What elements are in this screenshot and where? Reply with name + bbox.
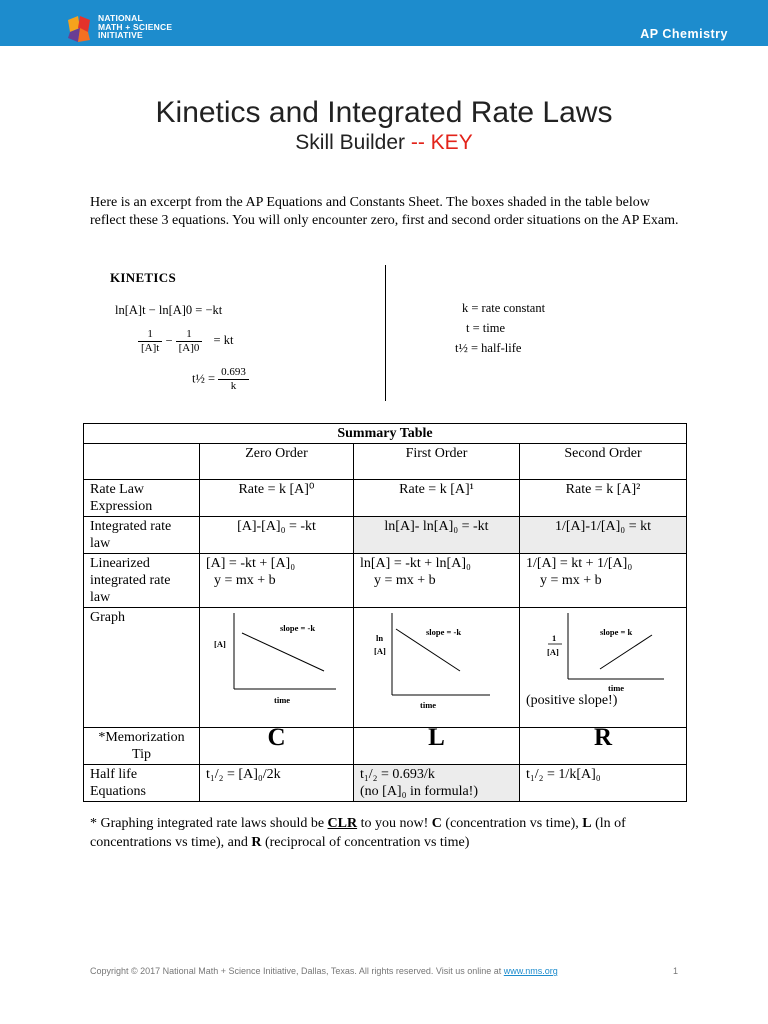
cell-rate-law-second: Rate = k [A]² [520, 480, 687, 517]
graph-second-line [600, 635, 652, 669]
half-life-first-line2: (no [A]₀ in formula!) [360, 784, 479, 799]
table-row [84, 517, 687, 554]
equation-first-order-text: ln[A]t − ln[A]0 = −kt [115, 303, 223, 317]
org-name [98, 14, 172, 40]
header-zero-order: Zero Order [200, 444, 354, 480]
fraction-1 [138, 328, 162, 355]
row-label-linearized: Linearized integrated rate law [84, 554, 200, 608]
linearized-zero-line1: [A] = -kt + [A]₀ [206, 556, 296, 571]
graph-first-y-label-2: [A] [373, 646, 386, 656]
footnote-l: L [582, 816, 592, 831]
table-row [84, 480, 687, 517]
equation-second-order-rhs: = kt [213, 333, 234, 348]
table-caption: Summary Table [84, 424, 687, 444]
graph-zero-slope: slope = -k [279, 623, 315, 633]
half-life-first-line1: t₁/₂ = 0.693/k [360, 767, 435, 782]
constant-k: k = rate constant [462, 301, 546, 315]
graph-zero-x-label: time [273, 695, 290, 705]
graph-second-order [538, 609, 668, 693]
footnote-text [90, 814, 710, 852]
divider-line [385, 265, 386, 401]
fraction-2-den: [A]0 [178, 342, 200, 354]
constant-t: t = time [466, 321, 505, 335]
minus-sign: − [165, 333, 173, 348]
row-label-rate-law: Rate Law Expression [84, 480, 200, 517]
table-header-row [84, 444, 687, 480]
cell-linearized-zero [200, 554, 354, 608]
fraction-1-den: [A]t [141, 342, 160, 354]
graph-first-slope: slope = -k [425, 627, 461, 637]
table-header-empty [84, 444, 200, 480]
footnote-r: R [251, 835, 262, 850]
fraction-2 [176, 328, 203, 355]
fraction-1-num: 1 [138, 328, 162, 342]
graph-second-x-label: time [608, 683, 625, 693]
fraction-2-num: 1 [176, 328, 203, 342]
half-life-den: k [230, 380, 237, 392]
linearized-first-line2: y = mx + b [374, 573, 436, 588]
cell-graph-second [520, 608, 687, 728]
half-life-fraction [218, 366, 249, 393]
cell-integrated-first: ln[A]- ln[A]₀ = -kt [354, 517, 520, 554]
footnote-star: * Graphing integrated rate laws should be [90, 816, 328, 831]
graph-zero-line [242, 633, 324, 671]
page-title: Kinetics and Integrated Rate Laws [155, 96, 613, 129]
org-line-2: MATH + SCIENCE [98, 21, 173, 32]
linearized-second-line1: 1/[A] = kt + 1/[A]₀ [526, 556, 633, 571]
constant-half-life: t½ = half-life [455, 341, 522, 355]
footnote-r-text: (reciprocal of concentration vs time) [261, 835, 470, 850]
intro-text: Here is an excerpt from the AP Equations and Constants Sheet. The boxes shaded in the table below reflect these 3 equations. You will only encounter zero, first and second order situations on the AP Exam. [90, 195, 679, 228]
copyright [90, 966, 558, 976]
cell-tip-zero: C [200, 728, 354, 765]
page-number: 1 [673, 966, 679, 976]
footnote [90, 814, 710, 852]
half-life-num: 0.693 [218, 366, 249, 380]
org-line-1: NATIONAL [98, 13, 143, 23]
header-bar [0, 0, 768, 46]
nms-logo-icon [66, 14, 92, 44]
equation-first-order [115, 303, 222, 318]
cell-rate-law-first: Rate = k [A]¹ [354, 480, 520, 517]
linearized-second-line2: y = mx + b [540, 573, 602, 588]
equation-half-life [192, 366, 249, 393]
table-row [84, 765, 687, 802]
footnote-l-text: (ln of concentrations vs time), and [90, 816, 626, 850]
graph-first-y-label-1: ln [375, 633, 383, 643]
half-life-lhs: t½ = [192, 371, 216, 386]
kinetics-heading: KINETICS [110, 270, 176, 285]
graph-first-x-label: time [419, 700, 436, 709]
copyright-link[interactable]: www.nms.org [503, 966, 558, 976]
cell-graph-zero [200, 608, 354, 728]
cell-integrated-zero: [A]-[A]₀ = -kt [200, 517, 354, 554]
page-subtitle [0, 131, 768, 155]
graph-zero-order [212, 609, 342, 709]
row-label-half-life: Half life Equations [84, 765, 200, 802]
cell-half-life-second: t₁/₂ = 1/k[A]₀ [520, 765, 687, 802]
cell-linearized-second [520, 554, 687, 608]
cell-rate-law-zero: Rate = k [A]⁰ [200, 480, 354, 517]
subject-label: AP Chemistry [640, 27, 728, 41]
footnote-to-you: to you now! [357, 816, 432, 831]
row-label-integrated: Integrated rate law [84, 517, 200, 554]
cell-half-life-first [354, 765, 520, 802]
intro-paragraph [90, 194, 680, 230]
graph-second-slope: slope = k [600, 627, 633, 637]
cell-half-life-zero: t₁/₂ = [A]₀/2k [200, 765, 354, 802]
footnote-clr: CLR [327, 816, 358, 831]
summary-table [83, 423, 687, 802]
cell-linearized-first [354, 554, 520, 608]
cell-graph-first [354, 608, 520, 728]
table-row [84, 728, 687, 765]
subtitle-text: Skill Builder [295, 131, 406, 154]
graph-second-y-num: 1 [552, 633, 557, 643]
copyright-text: Copyright © 2017 National Math + Science Initiative, Dallas, Texas. All rights reserved. Visit us online at [90, 966, 504, 976]
cell-tip-first: L [354, 728, 520, 765]
table-row [84, 608, 687, 728]
table-row [84, 554, 687, 608]
row-label-tip: *Memorization Tip [84, 728, 200, 765]
equation-second-order [138, 328, 233, 355]
cell-integrated-second: 1/[A]-1/[A]₀ = kt [520, 517, 687, 554]
graph-zero-y-label: [A] [213, 639, 226, 649]
graph-second-note: (positive slope!) [526, 693, 618, 708]
graph-second-y-den: [A] [547, 647, 559, 657]
table-caption-row [84, 424, 687, 444]
footnote-c-text: (concentration vs time), [441, 816, 583, 831]
linearized-zero-line2: y = mx + b [214, 573, 276, 588]
header-first-order: First Order [354, 444, 520, 480]
footnote-c: C [431, 816, 442, 831]
subtitle-key: -- KEY [410, 131, 473, 154]
row-label-graph: Graph [84, 608, 200, 728]
linearized-first-line1: ln[A] = -kt + ln[A]₀ [360, 556, 471, 571]
graph-first-order [372, 609, 502, 709]
header-second-order: Second Order [520, 444, 687, 480]
org-line-3: INITIATIVE [98, 30, 143, 40]
cell-tip-second: R [520, 728, 687, 765]
